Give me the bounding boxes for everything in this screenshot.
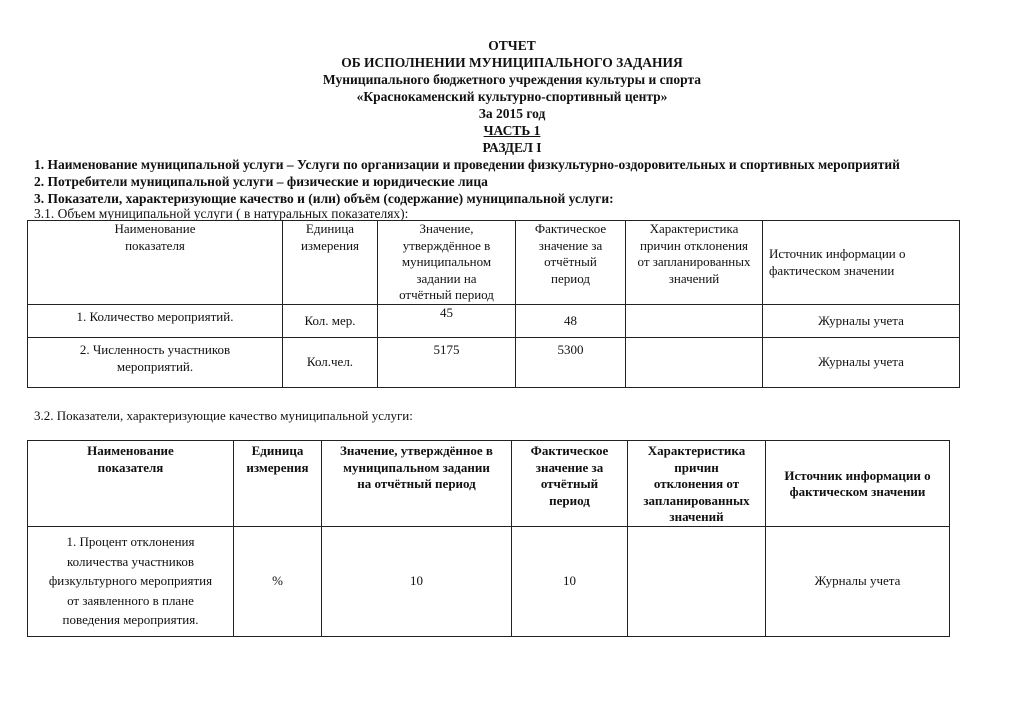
row-value: 10 xyxy=(322,526,512,636)
header-actual: Фактическое значение за отчётный период xyxy=(512,441,628,527)
row-value: 5175 xyxy=(378,338,516,388)
row-unit: % xyxy=(234,526,322,636)
row-value: 45 xyxy=(378,305,516,338)
row-actual: 10 xyxy=(512,526,628,636)
row-unit: Кол. мер. xyxy=(283,305,378,338)
header-name: Наименование показателя xyxy=(28,441,234,527)
institution-name: «Краснокаменский культурно-спортивный центр» xyxy=(356,89,668,104)
header-reason: Характеристика причин отклонения от запланированных значений xyxy=(626,221,763,305)
volume-heading: 3.1. Объем муниципальной услуги ( в натуральных показателях): xyxy=(34,206,409,221)
table-header-row xyxy=(28,441,950,527)
table-header-row xyxy=(28,221,960,305)
header-actual: Фактическое значение за отчётный период xyxy=(516,221,626,305)
header-value: Значение, утверждённое в муниципальном задании на отчётный период xyxy=(378,221,516,305)
row-name: 1. Количество мероприятий. xyxy=(28,305,283,338)
header-reason: Характеристика причин отклонения от запланированных значений xyxy=(628,441,766,527)
row-reason xyxy=(626,305,763,338)
header-unit: Единица измерения xyxy=(283,221,378,305)
header-source: Источник информации о фактическом значении xyxy=(763,221,960,305)
header-source: Источник информации о фактическом значении xyxy=(766,441,950,527)
row-source: Журналы учета xyxy=(763,305,960,338)
header-unit: Единица измерения xyxy=(234,441,322,527)
table-row xyxy=(28,305,960,338)
volume-table xyxy=(27,220,960,388)
header-name: Наименование показателя xyxy=(28,221,283,305)
table-row xyxy=(28,338,960,388)
service-name: 1. Наименование муниципальной услуги – Услуги по организации и проведении физкультурно-оздоровительных и спортивных мероприятий xyxy=(34,157,900,172)
row-actual: 48 xyxy=(516,305,626,338)
table-row xyxy=(28,526,950,636)
row-name: 2. Численность участников мероприятий. xyxy=(28,338,283,388)
part-label: ЧАСТЬ 1 xyxy=(483,123,541,138)
section-label: РАЗДЕЛ I xyxy=(482,140,542,155)
quality-table xyxy=(27,440,950,637)
row-reason xyxy=(626,338,763,388)
report-subtitle: ОБ ИСПОЛНЕНИИ МУНИЦИПАЛЬНОГО ЗАДАНИЯ xyxy=(341,55,683,70)
header-value: Значение, утверждённое в муниципальном задании на отчётный период xyxy=(322,441,512,527)
row-actual: 5300 xyxy=(516,338,626,388)
row-source: Журналы учета xyxy=(763,338,960,388)
institution-type: Муниципального бюджетного учреждения культуры и спорта xyxy=(322,72,702,87)
report-title: ОТЧЕТ xyxy=(488,38,536,53)
row-unit: Кол.чел. xyxy=(283,338,378,388)
row-reason xyxy=(628,526,766,636)
row-name: 1. Процент отклонения количества участников физкультурного мероприятия от заявленного в плане поведения мероприятия. xyxy=(28,526,234,636)
quality-heading: 3.2. Показатели, характеризующие качество муниципальной услуги: xyxy=(34,408,413,423)
service-indicators: 3. Показатели, характеризующие качество и (или) объём (содержание) муниципальной услуги: xyxy=(34,191,614,206)
row-source: Журналы учета xyxy=(766,526,950,636)
report-year: За 2015 год xyxy=(478,106,546,121)
service-consumers: 2. Потребители муниципальной услуги – физические и юридические лица xyxy=(34,174,488,189)
